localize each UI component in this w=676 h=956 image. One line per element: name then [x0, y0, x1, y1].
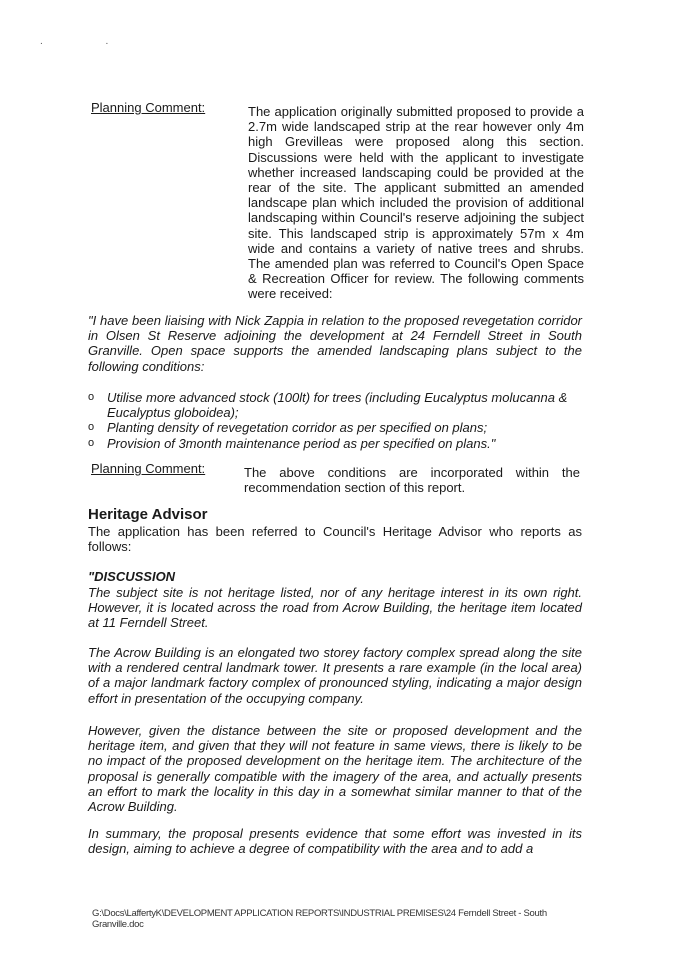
- list-item: o Provision of 3month maintenance period as per specified on plans.": [88, 435, 496, 451]
- section-heading: Heritage Advisor: [88, 506, 208, 523]
- list-item: o Utilise more advanced stock (100lt) for trees (including Eucalyptus molucanna & Eucalyptus globoidea);: [88, 390, 568, 421]
- conditions-list: [88, 390, 582, 451]
- paragraph: The subject site is not heritage listed, nor of any heritage interest in its own right. However, it is located across the road from Acrow Building, the heritage item located at 11 Ferndell Street.: [88, 585, 582, 631]
- discussion-heading: "DISCUSSION: [88, 569, 176, 584]
- file-path-footer: G:\Docs\LaffertyK\DEVELOPMENT APPLICATION REPORTS\INDUSTRIAL PREMISES\24 Ferndell Street - South Granville.doc: [92, 908, 547, 930]
- planning-comment-text: The application originally submitted proposed to provide a 2.7m wide landscaped strip at the rear however only 4m high Grevilleas were proposed along this section. Discussions were held with the applicant to investigate whether increased landscaping could be provided at the rear of the site. The applicant submitted an amended landscape plan which included the provision of additional landscaping within Council's reserve adjoining the subject site. This landscaped strip is approximately 57m x 4m wide and contains a variety of native trees and shrubs. The amended plan was referred to Council's Open Space & Recreation Officer for review. The following comments were received:: [248, 104, 584, 302]
- paragraph: The Acrow Building is an elongated two storey factory complex spread along the site with a rendered central landmark tower. It presents a rare example (in the local area) of a major landmark factory complex of pronounced styling, indicating a major design effort in presentation of the occupying company.: [88, 645, 582, 706]
- planning-comment-label: Planning Comment:: [91, 100, 206, 115]
- list-item: o Planting density of revegetation corridor as per specified on plans;: [88, 420, 488, 436]
- bullet-icon: o: [88, 421, 95, 434]
- bullet-icon: o: [88, 391, 95, 403]
- paragraph: In summary, the proposal presents evidence that some effort was invested in its design, aiming to achieve a degree of compatibility with the area and to add a: [88, 826, 582, 857]
- heritage-intro: The application has been referred to Council's Heritage Advisor who reports as follows:: [88, 524, 582, 555]
- planning-comment-text-2: The above conditions are incorporated within the recommendation section of this report.: [244, 465, 580, 496]
- scan-marks: . .: [40, 36, 139, 47]
- paragraph: However, given the distance between the site or proposed development and the heritage item, and given that they will not feature in same views, there is likely to be no impact of the proposed development on the heritage item. The architecture of the proposal is generally compatible with the imagery of the area, and actually presents an effort to mark the locality in this day in a somewhat similar manner to that of the Acrow Building.: [88, 723, 582, 815]
- open-space-quote: "I have been liaising with Nick Zappia in relation to the proposed revegetation corridor in Olsen St Reserve adjoining the development at 24 Ferndell Street in South Granville. Open space supports the amended landscaping plans subject to the following conditions:: [88, 313, 582, 374]
- planning-comment-label-2: Planning Comment:: [91, 461, 206, 476]
- bullet-icon: o: [88, 436, 95, 449]
